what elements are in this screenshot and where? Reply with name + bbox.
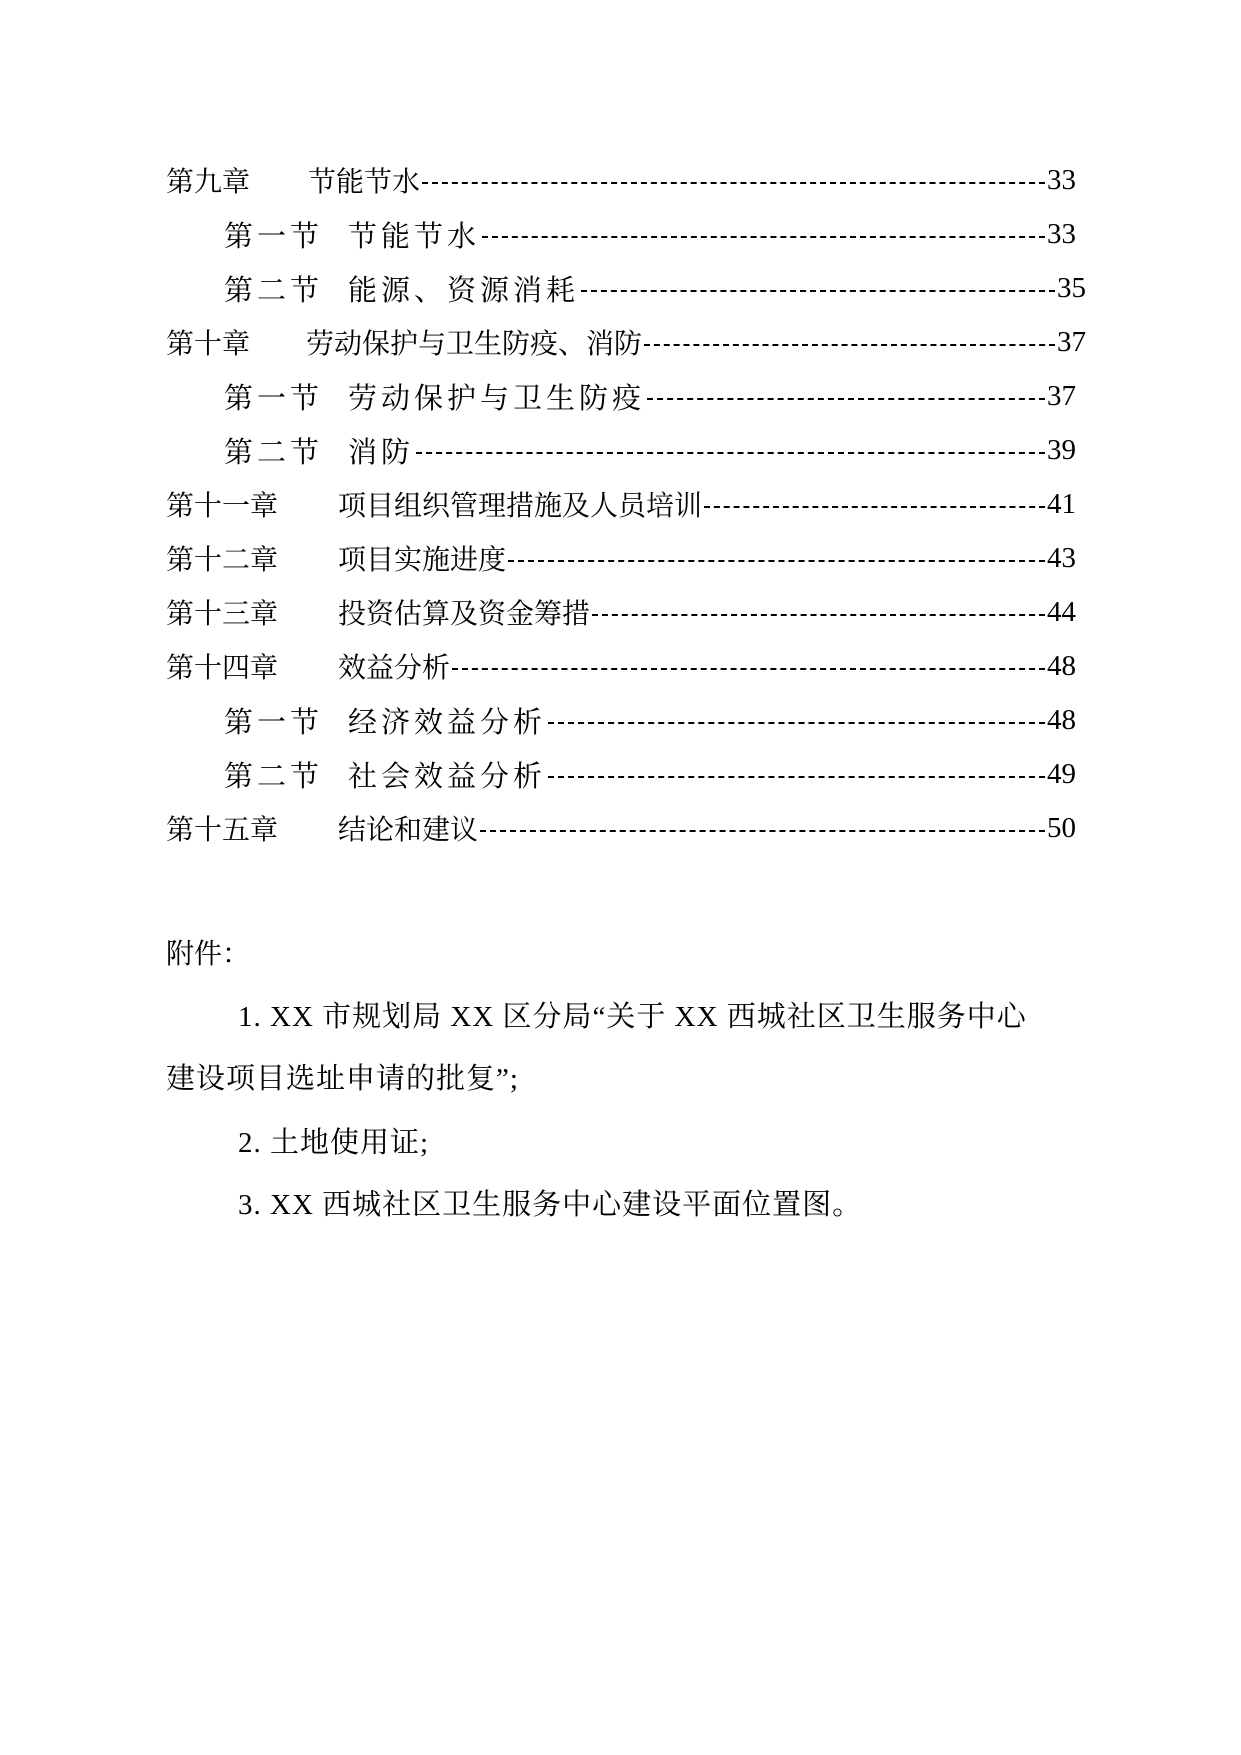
toc-entry-title: 项目组织管理措施及人员培训 — [338, 489, 703, 522]
toc-entry-page: 41 — [1047, 487, 1076, 520]
toc-leader-dashes — [480, 830, 1045, 832]
toc-entry-chapter-13[interactable] — [166, 592, 1076, 632]
toc-leader-dashes — [644, 344, 1055, 346]
toc-entry-chapter-14[interactable] — [166, 646, 1076, 686]
toc-entry-chapter-11[interactable] — [166, 484, 1076, 524]
toc-leader-dashes — [548, 722, 1045, 724]
toc-entry-chapter-15[interactable] — [166, 808, 1076, 848]
toc-entry-title: 经济效益分析 — [348, 706, 547, 739]
toc-entry-title: 节能节水 — [348, 220, 481, 253]
toc-entry-page: 33 — [1047, 163, 1076, 196]
toc-entry-title: 节能节水 — [308, 165, 421, 198]
toc-entry-page: 48 — [1047, 649, 1076, 682]
toc-entry-number: 第十三章 — [166, 597, 279, 630]
toc-entry-number: 第十章 — [166, 327, 251, 360]
toc-leader-dashes — [416, 452, 1045, 454]
toc-entry-title: 劳动保护与卫生防疫、消防 — [306, 327, 643, 360]
toc-entry-section[interactable] — [224, 376, 1076, 416]
toc-entry-title: 项目实施进度 — [338, 543, 507, 576]
toc-entry-number: 第十二章 — [166, 543, 279, 576]
toc-entry-page: 43 — [1047, 541, 1076, 574]
toc-entry-title: 劳动保护与卫生防疫 — [348, 382, 646, 415]
toc-entry-number: 第二节 — [224, 436, 324, 469]
toc-entry-chapter-9[interactable] — [166, 160, 1076, 200]
toc-entry-title: 社会效益分析 — [348, 760, 547, 793]
toc-entry-page: 50 — [1047, 811, 1076, 844]
toc-leader-dashes — [581, 290, 1055, 292]
toc-entry-number: 第二节 — [224, 274, 324, 307]
toc-leader-dashes — [704, 506, 1045, 508]
toc-entry-number: 第十四章 — [166, 651, 279, 684]
toc-leader-dashes — [647, 398, 1045, 400]
toc-entry-page: 33 — [1047, 217, 1076, 250]
toc-entry-section[interactable] — [224, 700, 1076, 740]
toc-entry-title: 能源、资源消耗 — [348, 274, 580, 307]
toc-entry-number: 第十五章 — [166, 813, 279, 846]
toc-entry-page: 49 — [1047, 757, 1076, 790]
toc-entry-number: 第九章 — [166, 165, 251, 198]
toc-entry-page: 37 — [1057, 325, 1086, 358]
toc-entry-section[interactable] — [224, 214, 1076, 254]
toc-entry-title: 消防 — [348, 436, 415, 469]
toc-leader-dashes — [592, 614, 1045, 616]
toc-entry-number: 第一节 — [224, 706, 324, 739]
toc-entry-number: 第十一章 — [166, 489, 279, 522]
toc-leader-dashes — [482, 236, 1045, 238]
toc-entry-number: 第二节 — [224, 760, 324, 793]
toc-entry-section[interactable] — [224, 754, 1076, 794]
toc-leader-dashes — [422, 182, 1045, 184]
toc-entry-page: 35 — [1057, 271, 1086, 304]
toc-entry-number: 第一节 — [224, 220, 324, 253]
toc-entry-number: 第一节 — [224, 382, 324, 415]
toc-leader-dashes — [508, 560, 1045, 562]
toc-leader-dashes — [548, 776, 1045, 778]
toc-entry-section[interactable] — [224, 268, 1086, 308]
toc-entry-section[interactable] — [224, 430, 1076, 470]
attachment-item-1-line-1: 1. XX 市规划局 XX 区分局“关于 XX 西城社区卫生服务中心 — [238, 1001, 1027, 1033]
attachment-item-1-line-2: 建设项目选址申请的批复”; — [166, 1063, 519, 1095]
toc-entry-page: 39 — [1047, 433, 1076, 466]
attachment-item-3: 3. XX 西城社区卫生服务中心建设平面位置图。 — [238, 1189, 863, 1221]
attachment-item-2: 2. 土地使用证; — [238, 1127, 430, 1159]
toc-entry-page: 48 — [1047, 703, 1076, 736]
toc-entry-chapter-10[interactable] — [166, 322, 1086, 362]
toc-leader-dashes — [452, 668, 1045, 670]
attachments-heading: 附件： — [166, 937, 251, 970]
toc-entry-title: 投资估算及资金筹措 — [338, 597, 591, 630]
toc-entry-title: 结论和建议 — [338, 813, 479, 846]
toc-entry-page: 44 — [1047, 595, 1076, 628]
toc-entry-chapter-12[interactable] — [166, 538, 1076, 578]
toc-entry-page: 37 — [1047, 379, 1076, 412]
toc-entry-title: 效益分析 — [338, 651, 451, 684]
